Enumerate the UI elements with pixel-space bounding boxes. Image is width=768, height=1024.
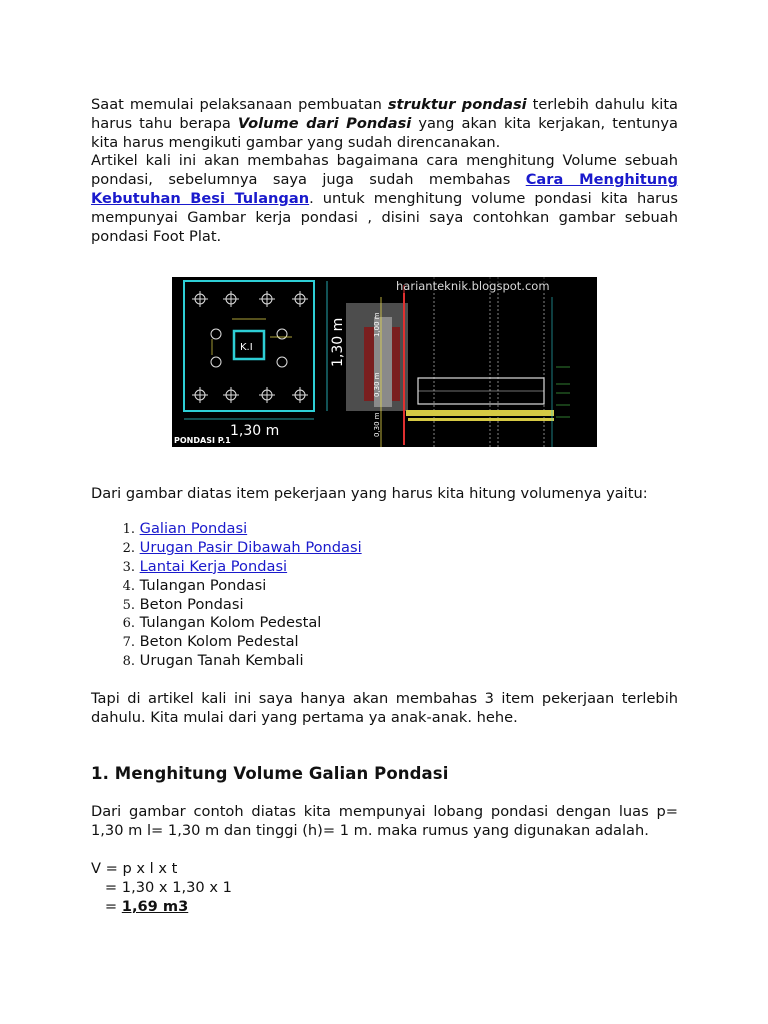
formula-line-2: = 1,30 x 1,30 x 1: [91, 879, 232, 896]
formula-line-1: V = p x l x t: [91, 860, 178, 877]
item-label: Tulangan Kolom Pedestal: [139, 614, 322, 632]
formula-block: [91, 859, 232, 916]
drawing-title: PONDASI P.1: [174, 436, 231, 445]
list-item: 8. Urugan Tanah Kembali: [122, 652, 304, 670]
list-item: 6. Tulangan Kolom Pedestal: [122, 614, 322, 632]
height-dimension: 1,30 m: [330, 317, 346, 367]
text-run: Saat memulai pelaksanaan pembuatan: [91, 96, 388, 113]
foundation-drawing: [172, 277, 597, 447]
item-label: Beton Kolom Pedestal: [139, 633, 299, 651]
watermark: harianteknik.blogspot.com: [396, 279, 550, 293]
list-item: 4. Tulangan Pondasi: [122, 576, 267, 594]
link-galian-pondasi[interactable]: Galian Pondasi: [139, 520, 248, 537]
link-urugan-pasir[interactable]: Urugan Pasir Dibawah Pondasi: [139, 538, 362, 556]
result-value: 1,69 m3: [121, 898, 189, 915]
link-besi-tulangan[interactable]: Cara Menghitung Kebutuhan Besi Tulangan: [91, 171, 678, 207]
formula-line-3: = 1,69 m3: [91, 898, 189, 915]
dim-3: 0,30 m: [373, 412, 381, 437]
emphasis-volume-pondasi: Volume dari Pondasi: [237, 115, 412, 132]
width-dimension: 1,30 m: [230, 423, 280, 439]
intro-paragraph-1: [91, 95, 678, 152]
list-item: 3. Lantai Kerja Pondasi: [122, 557, 288, 575]
link-lantai-kerja[interactable]: Lantai Kerja Pondasi: [139, 557, 288, 575]
item-label: Tulangan Pondasi: [139, 576, 267, 594]
text-run: terlebih dahulu kita harus tahu berapa: [91, 96, 678, 132]
text-run: . untuk menghitung volume pondasi kita harus mempunyai Gambar kerja pondasi , disini saya contohkan gambar sebuah pondasi Foot Plat.: [91, 190, 678, 245]
work-items-list: [91, 520, 591, 671]
list-item: 7. Beton Kolom Pedestal: [122, 633, 299, 651]
list-item: 2. Urugan Pasir Dibawah Pondasi: [122, 538, 362, 556]
dim-1: 1,00 m: [373, 312, 381, 337]
dim-2: 0,30 m: [373, 372, 381, 397]
section-body: Dari gambar contoh diatas kita mempunyai lobang pondasi dengan luas p= 1,30 m l= 1,30 m dan tinggi (h)= 1 m. maka rumus yang digunakan adalah.: [91, 803, 678, 839]
intro-paragraph-2: [91, 151, 678, 246]
list-item: 5. Beton Pondasi: [122, 595, 244, 613]
section-heading: 1. Menghitung Volume Galian Pondasi: [91, 764, 449, 783]
paragraph-3: Tapi di artikel kali ini saya hanya akan membahas 3 item pekerjaan terlebih dahulu. Kita mulai dari yang pertama ya anak-anak. hehe.: [91, 690, 678, 726]
column-label: K.I: [240, 342, 253, 353]
item-label: Beton Pondasi: [139, 595, 244, 613]
emphasis-struktur-pondasi: struktur pondasi: [387, 96, 527, 113]
list-intro: Dari gambar diatas item pekerjaan yang harus kita hitung volumenya yaitu:: [91, 485, 648, 502]
list-item: 1. Galian Pondasi: [122, 520, 248, 537]
item-label: Urugan Tanah Kembali: [139, 652, 304, 670]
text-run: Artikel kali ini akan membahas bagaimana cara menghitung Volume sebuah pondasi, sebelumnya saya juga sudah membahas: [91, 152, 678, 188]
text-run: yang akan kita kerjakan, tentunya kita harus mengikuti gambar yang sudah direncanakan.: [91, 115, 678, 151]
